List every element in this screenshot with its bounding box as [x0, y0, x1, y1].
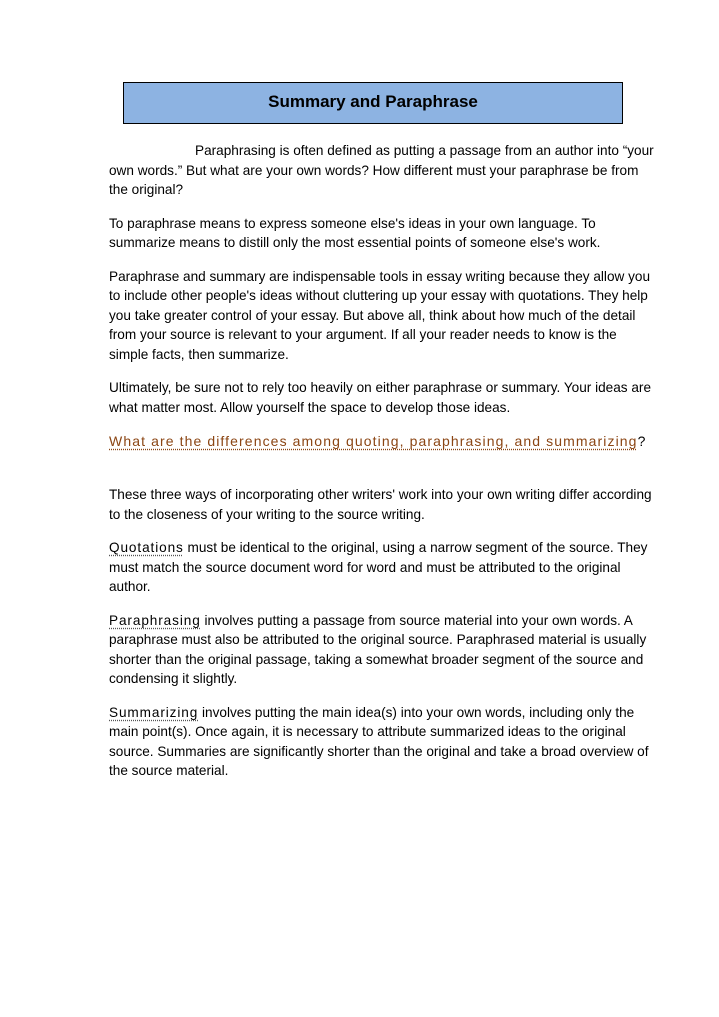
definition-quotations [109, 538, 657, 597]
section-heading [109, 431, 657, 451]
term-quotations: Quotations [109, 540, 184, 555]
definition-paraphrasing-text: involves putting a passage from source material into your own words. A paraphrase must also be attributed to the original source. Paraphrased material is usually shorter than the original passage, taking a somewhat broader segment of the source and condensing it slightly. [109, 612, 647, 686]
page-title: Summary and Paraphrase [268, 92, 478, 111]
definition-quotations-text: must be identical to the original, using a narrow segment of the source. They must match the source document word for word and must be attributed to the original author. [109, 540, 648, 594]
paragraph-ultimately: Ultimately, be sure not to rely too heavily on either paraphrase or summary. Your ideas are what matter most. Allow yourself the space to develop those ideas. [109, 380, 652, 415]
section-heading-text: What are the differences among quoting, paraphrasing, and summarizing [109, 433, 638, 449]
section-heading-qmark: ? [637, 433, 647, 449]
term-summarizing: Summarizing [109, 704, 199, 720]
paragraph-tools: Paraphrase and summary are indispensable tools in essay writing because they allow you to include other people's ideas without cluttering up your essay with quotations. They help you take greater control of your essay. But above all, think about how much of the detail from your source is relevant to your argument. If all your reader needs to know is the simple facts, then summarize. [109, 268, 651, 362]
paragraph-definitions: To paraphrase means to express someone else's ideas in your own language. To summarize means to distill only the most essential points of someone else's work. [109, 215, 601, 250]
term-paraphrasing: Paraphrasing [109, 612, 201, 628]
paragraph-intro: Paraphrasing is often defined as putting a passage from an author into “your own words.” But what are your own words? How different must your paraphrase be from the original? [109, 143, 654, 197]
definition-paraphrasing [109, 611, 657, 689]
title-box [123, 82, 623, 124]
document-body [109, 141, 657, 795]
definition-summarizing-text: involves putting the main idea(s) into your own words, including only the main point(s). Once again, it is necessary to attribute summarized ideas to the original source. Summaries are significantly shorter than the original and take a broad overview of the source material. [109, 704, 649, 778]
paragraph-three-ways: These three ways of incorporating other writers' work into your own writing differ according to the closeness of your writing to the source writing. [109, 487, 652, 522]
definition-summarizing [109, 703, 657, 781]
